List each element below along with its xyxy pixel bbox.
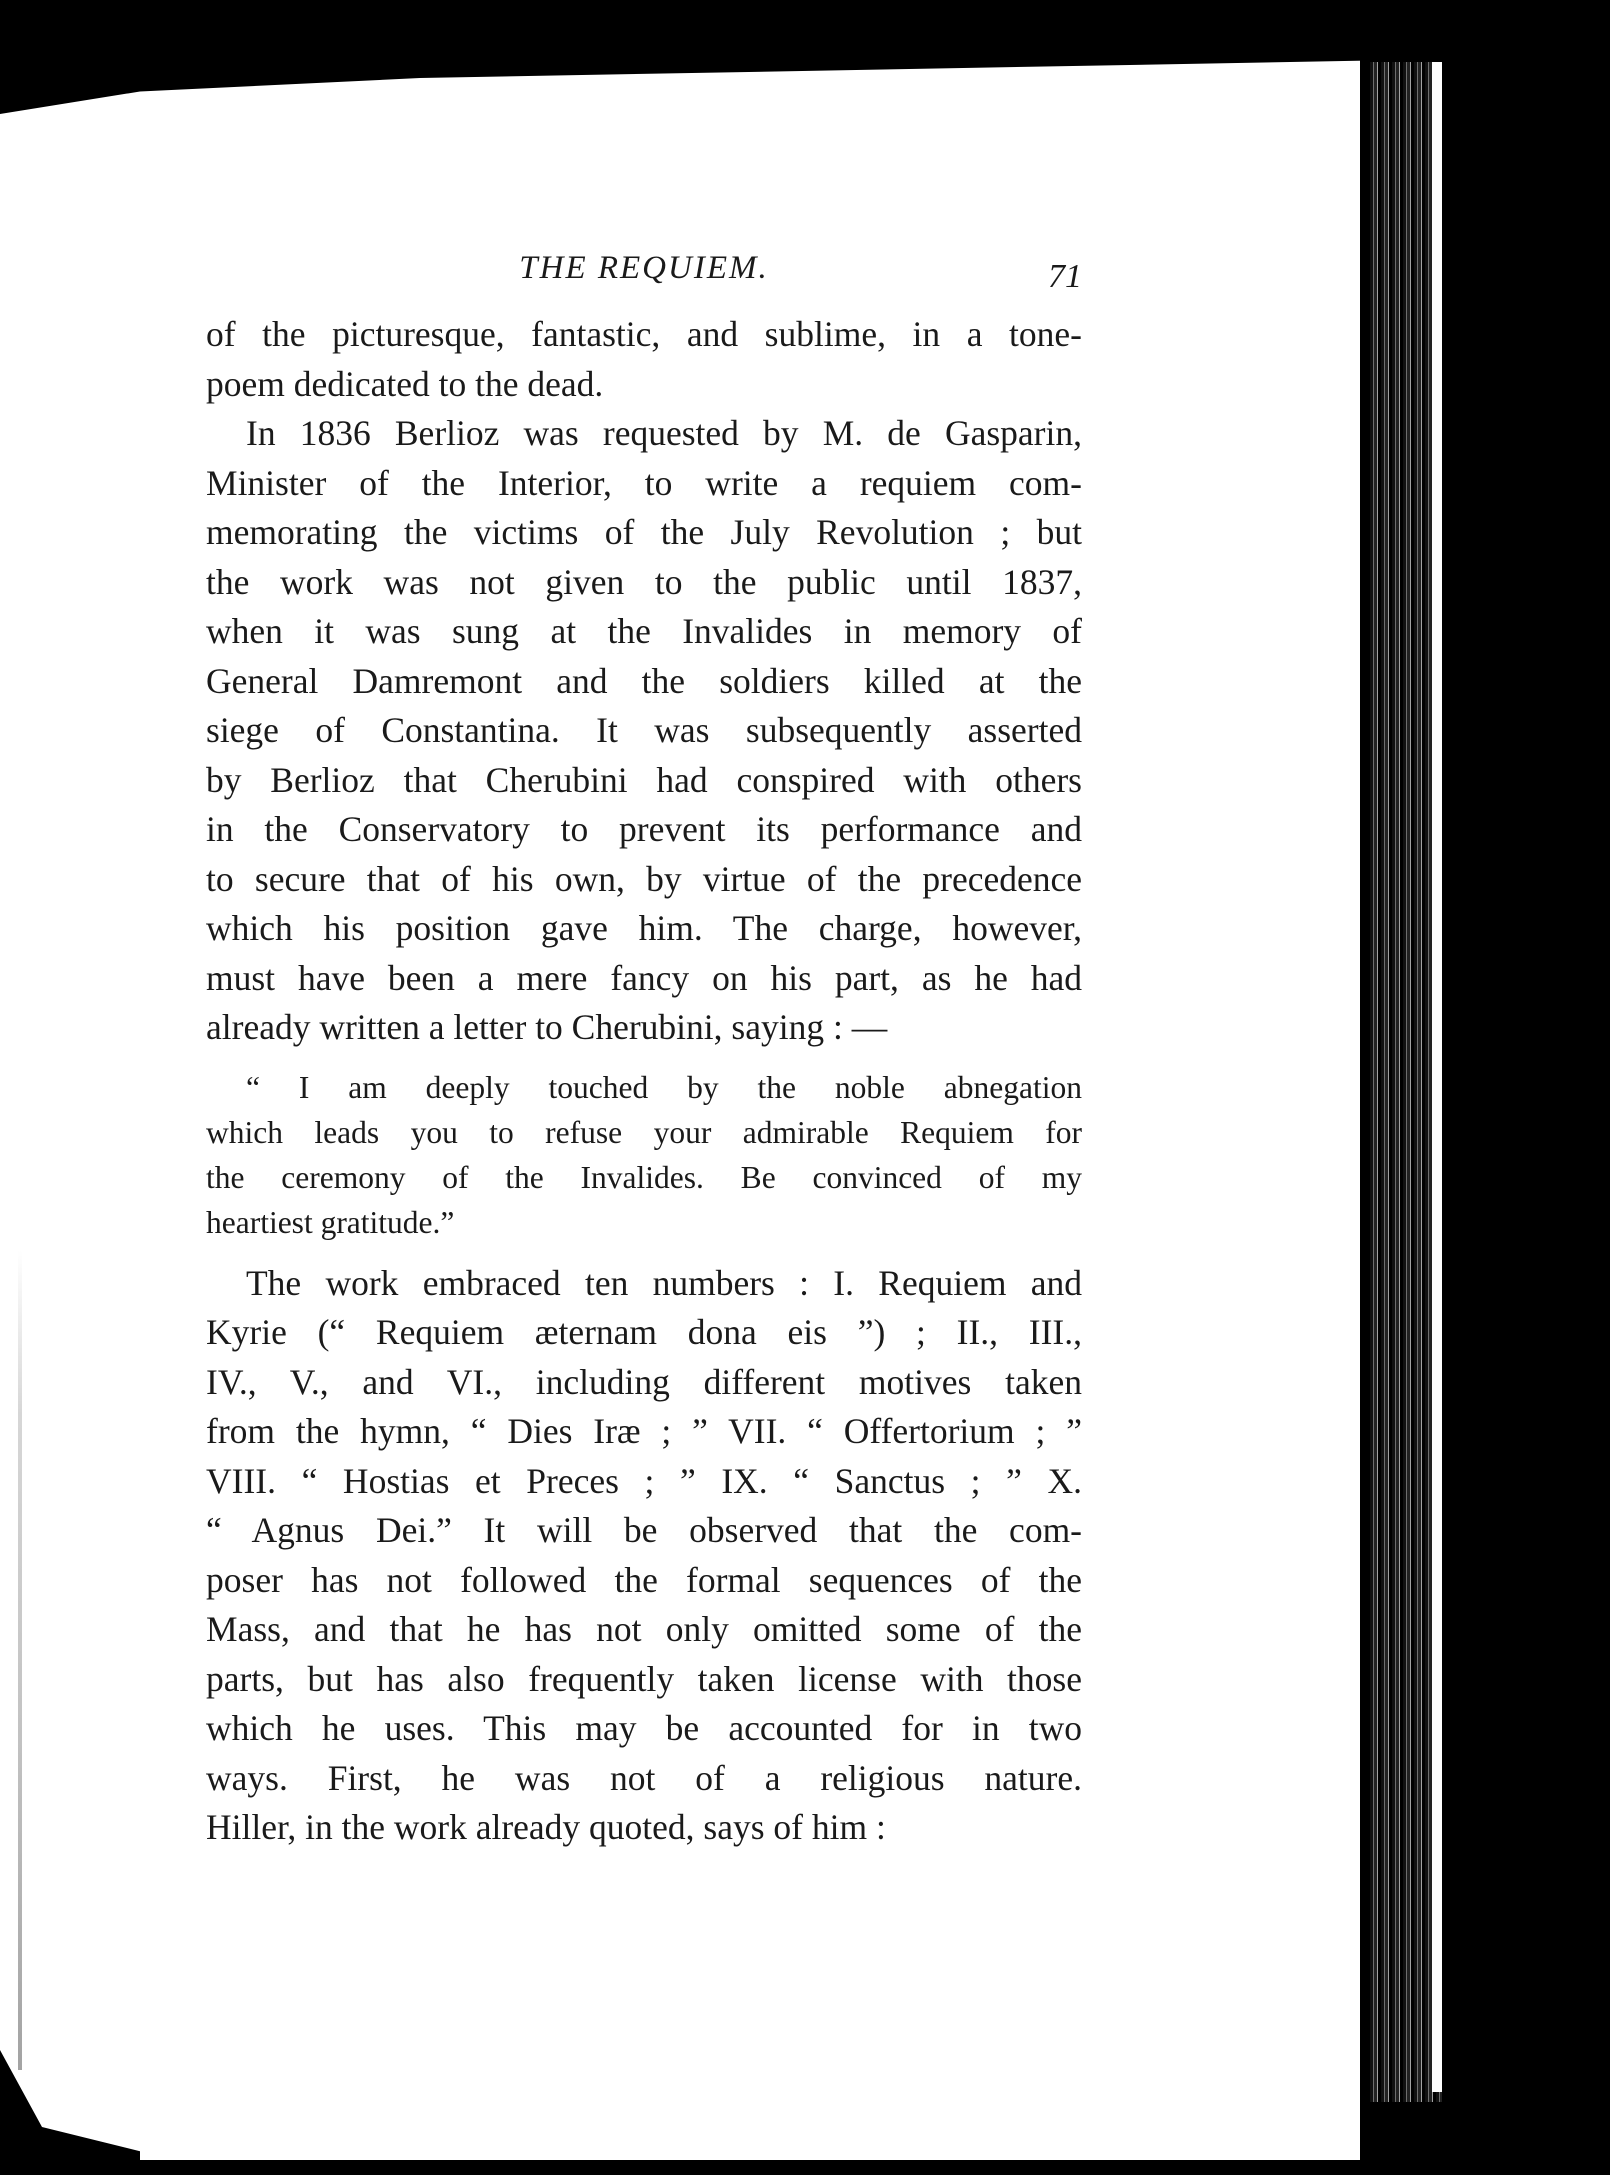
text-line: ways. First, he was not of a religious nature.	[206, 1757, 1082, 1798]
text-line: memorating the victims of the July Revolution ; but	[206, 512, 1082, 552]
body-text	[206, 310, 1082, 1853]
text-line: Kyrie (“ Requiem æternam dona eis ”) ; II., III.,	[206, 1312, 1082, 1352]
page-gutter-shadow	[18, 1250, 22, 2070]
paragraph-1	[206, 310, 1082, 409]
text-line: heartiest gratitude.”	[206, 1204, 455, 1240]
text-line: poser has not followed the formal sequences of the	[206, 1559, 1082, 1600]
text-line: siege of Constantina. It was subsequently asserted	[206, 710, 1082, 750]
page-number: 71	[1048, 258, 1082, 295]
text-line: which leads you to refuse your admirable Requiem for	[206, 1114, 1082, 1150]
text-line: the work was not given to the public until 1837,	[206, 561, 1082, 602]
running-title: THE REQUIEM.	[519, 250, 769, 286]
text-line: The work embraced ten numbers : I. Requiem and	[246, 1262, 1082, 1303]
paragraph-2	[206, 409, 1082, 1053]
quoted-letter	[206, 1065, 1082, 1245]
text-line: IV., V., and VI., including different motives taken	[206, 1361, 1082, 1402]
text-line: In 1836 Berlioz was requested by M. de Gasparin,	[246, 413, 1082, 453]
text-line: from the hymn, “ Dies Iræ ; ” VII. “ Offertorium ; ”	[206, 1411, 1082, 1451]
paragraph-3	[206, 1259, 1082, 1853]
text-line: VIII. “ Hostias et Preces ; ” IX. “ Sanctus ; ” X.	[206, 1460, 1082, 1501]
text-line: which he uses. This may be accounted for in two	[206, 1708, 1082, 1748]
text-line: when it was sung at the Invalides in memory of	[206, 611, 1082, 651]
text-line: “ I am deeply touched by the noble abnegation	[246, 1069, 1082, 1105]
text-line: Hiller, in the work already quoted, says of him :	[206, 1807, 886, 1847]
scan-bottom-border	[0, 2160, 1610, 2175]
page-edge-highlight	[1432, 62, 1442, 2092]
text-line: “ Agnus Dei.” It will be observed that the com-	[206, 1510, 1082, 1550]
text-line: by Berlioz that Cherubini had conspired with others	[206, 759, 1082, 800]
text-line: the ceremony of the Invalides. Be convinced of my	[206, 1159, 1082, 1195]
running-head	[206, 250, 1082, 310]
text-line: of the picturesque, fantastic, and sublime, in a tone-	[206, 314, 1082, 354]
paragraph-spacer	[206, 1245, 1082, 1259]
text-line: to secure that of his own, by virtue of the precedence	[206, 858, 1082, 899]
text-line: must have been a mere fancy on his part, as he had	[206, 957, 1082, 998]
text-line: parts, but has also frequently taken license with those	[206, 1658, 1082, 1699]
text-line: General Damremont and the soldiers killed at the	[206, 660, 1082, 701]
text-line: in the Conservatory to prevent its performance and	[206, 809, 1082, 849]
text-line: Minister of the Interior, to write a requiem com-	[206, 462, 1082, 503]
text-line: poem dedicated to the dead.	[206, 363, 604, 404]
text-line: already written a letter to Cherubini, saying : —	[206, 1007, 888, 1047]
text-line: Mass, and that he has not only omitted some of the	[206, 1609, 1082, 1649]
book-page	[206, 250, 1082, 1853]
text-line: which his position gave him. The charge, however,	[206, 908, 1082, 948]
